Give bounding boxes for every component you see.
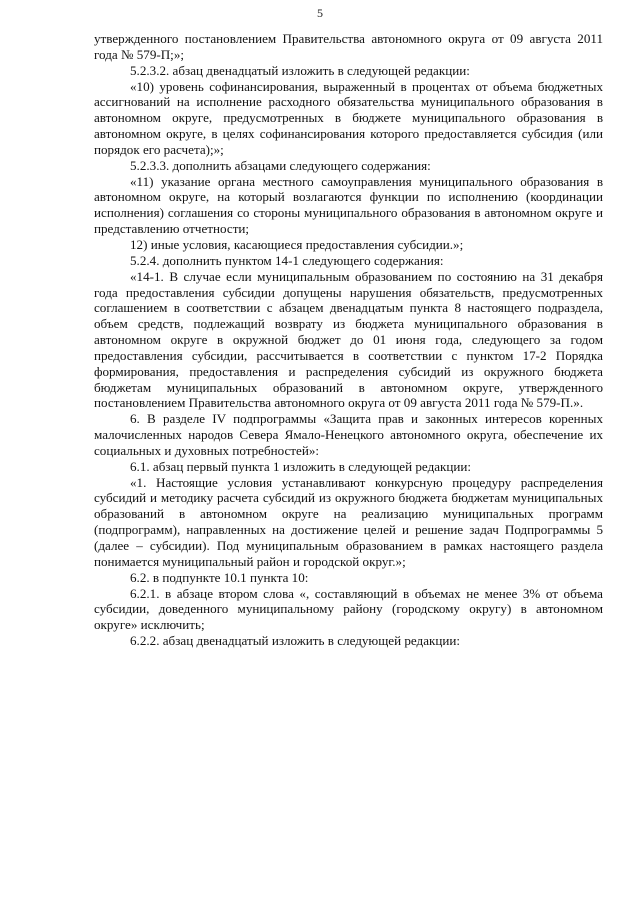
paragraph: 12) иные условия, касающиеся предоставления субсидии.»; [130,236,464,252]
paragraph: «11) указание органа местного самоуправления муниципального образования в автономном округе, на который возлагаются функции по исполнению (координации исполнения) соглашения со стороны муниципального образования в автономном округе и представлению отчетности; [94,173,603,237]
paragraph: «1. Настоящие условия устанавливают конкурсную процедуру распределения субсидий и методику расчета субсидий из окружного бюджета бюджетам муниципальных образований в автономном округе на реализацию муниципальных программ (подпрограмм), направленных на достижение целей и решение задач Подпрограммы 5 (далее – субсидии). Под муниципальным образованием в рамках настоящего раздела понимается муниципальный район и городской округ.»; [94,474,603,569]
paragraph: 6.2.1. в абзаце втором слова «, составляющий в объемах не менее 3% от объема субсидии, доведенного муниципальному району (городскому округу) в автономном округе» исключить; [94,585,603,633]
paragraph: 6.1. абзац первый пункта 1 изложить в следующей редакции: [130,458,472,474]
paragraph: 6.2. в подпункте 10.1 пункта 10: [130,569,309,585]
paragraph: 5.2.4. дополнить пунктом 14-1 следующего содержания: [130,252,444,268]
paragraph: 6. В разделе IV подпрограммы «Защита прав и законных интересов коренных малочисленных народов Севера Ямало-Ненецкого автономного округа, обеспечение их социальных и духовных потребностей»: [94,411,603,458]
paragraph: 6.2.2. абзац двенадцатый изложить в следующей редакции: [130,633,461,649]
document-body [94,31,603,649]
paragraph: утвержденного постановлением Правительства автономного округа от 09 августа 2011 года № 579-П;»; [94,31,603,62]
paragraph: «10) уровень софинансирования, выраженный в процентах от объема бюджетных ассигнований на исполнение расходного обязательства муниципального образования в автономном округе, предусмотренных в бюджете муниципального образования в автономном округе, в целях софинансирования которого предоставляется субсидия (или порядок его расчета);»; [94,78,603,157]
paragraph: «14-1. В случае если муниципальным образованием по состоянию на 31 декабря года предоставления субсидии допущены нарушения обязательств, предусмотренных соглашением в соответствии с абзацем двенадцатым пункта 8 настоящего подраздела, объем средств, подлежащий возврату из бюджета муниципального образования в автономном округе в окружной бюджет до 01 июня года, следующего за годом предоставления субсидии, рассчитывается в соответствии с пунктом 17-2 Порядка формирования, предоставления и распределения субсидий из окружного бюджета бюджетам муниципальных образований в автономном округе, утвержденного постановлением Правительства автономного округа от 09 августа 2011 года № 579-П.». [94,268,603,411]
paragraph: 5.2.3.3. дополнить абзацами следующего содержания: [130,157,431,173]
paragraph: 5.2.3.2. абзац двенадцатый изложить в следующей редакции: [130,62,470,78]
page-number: 5 [317,6,323,20]
